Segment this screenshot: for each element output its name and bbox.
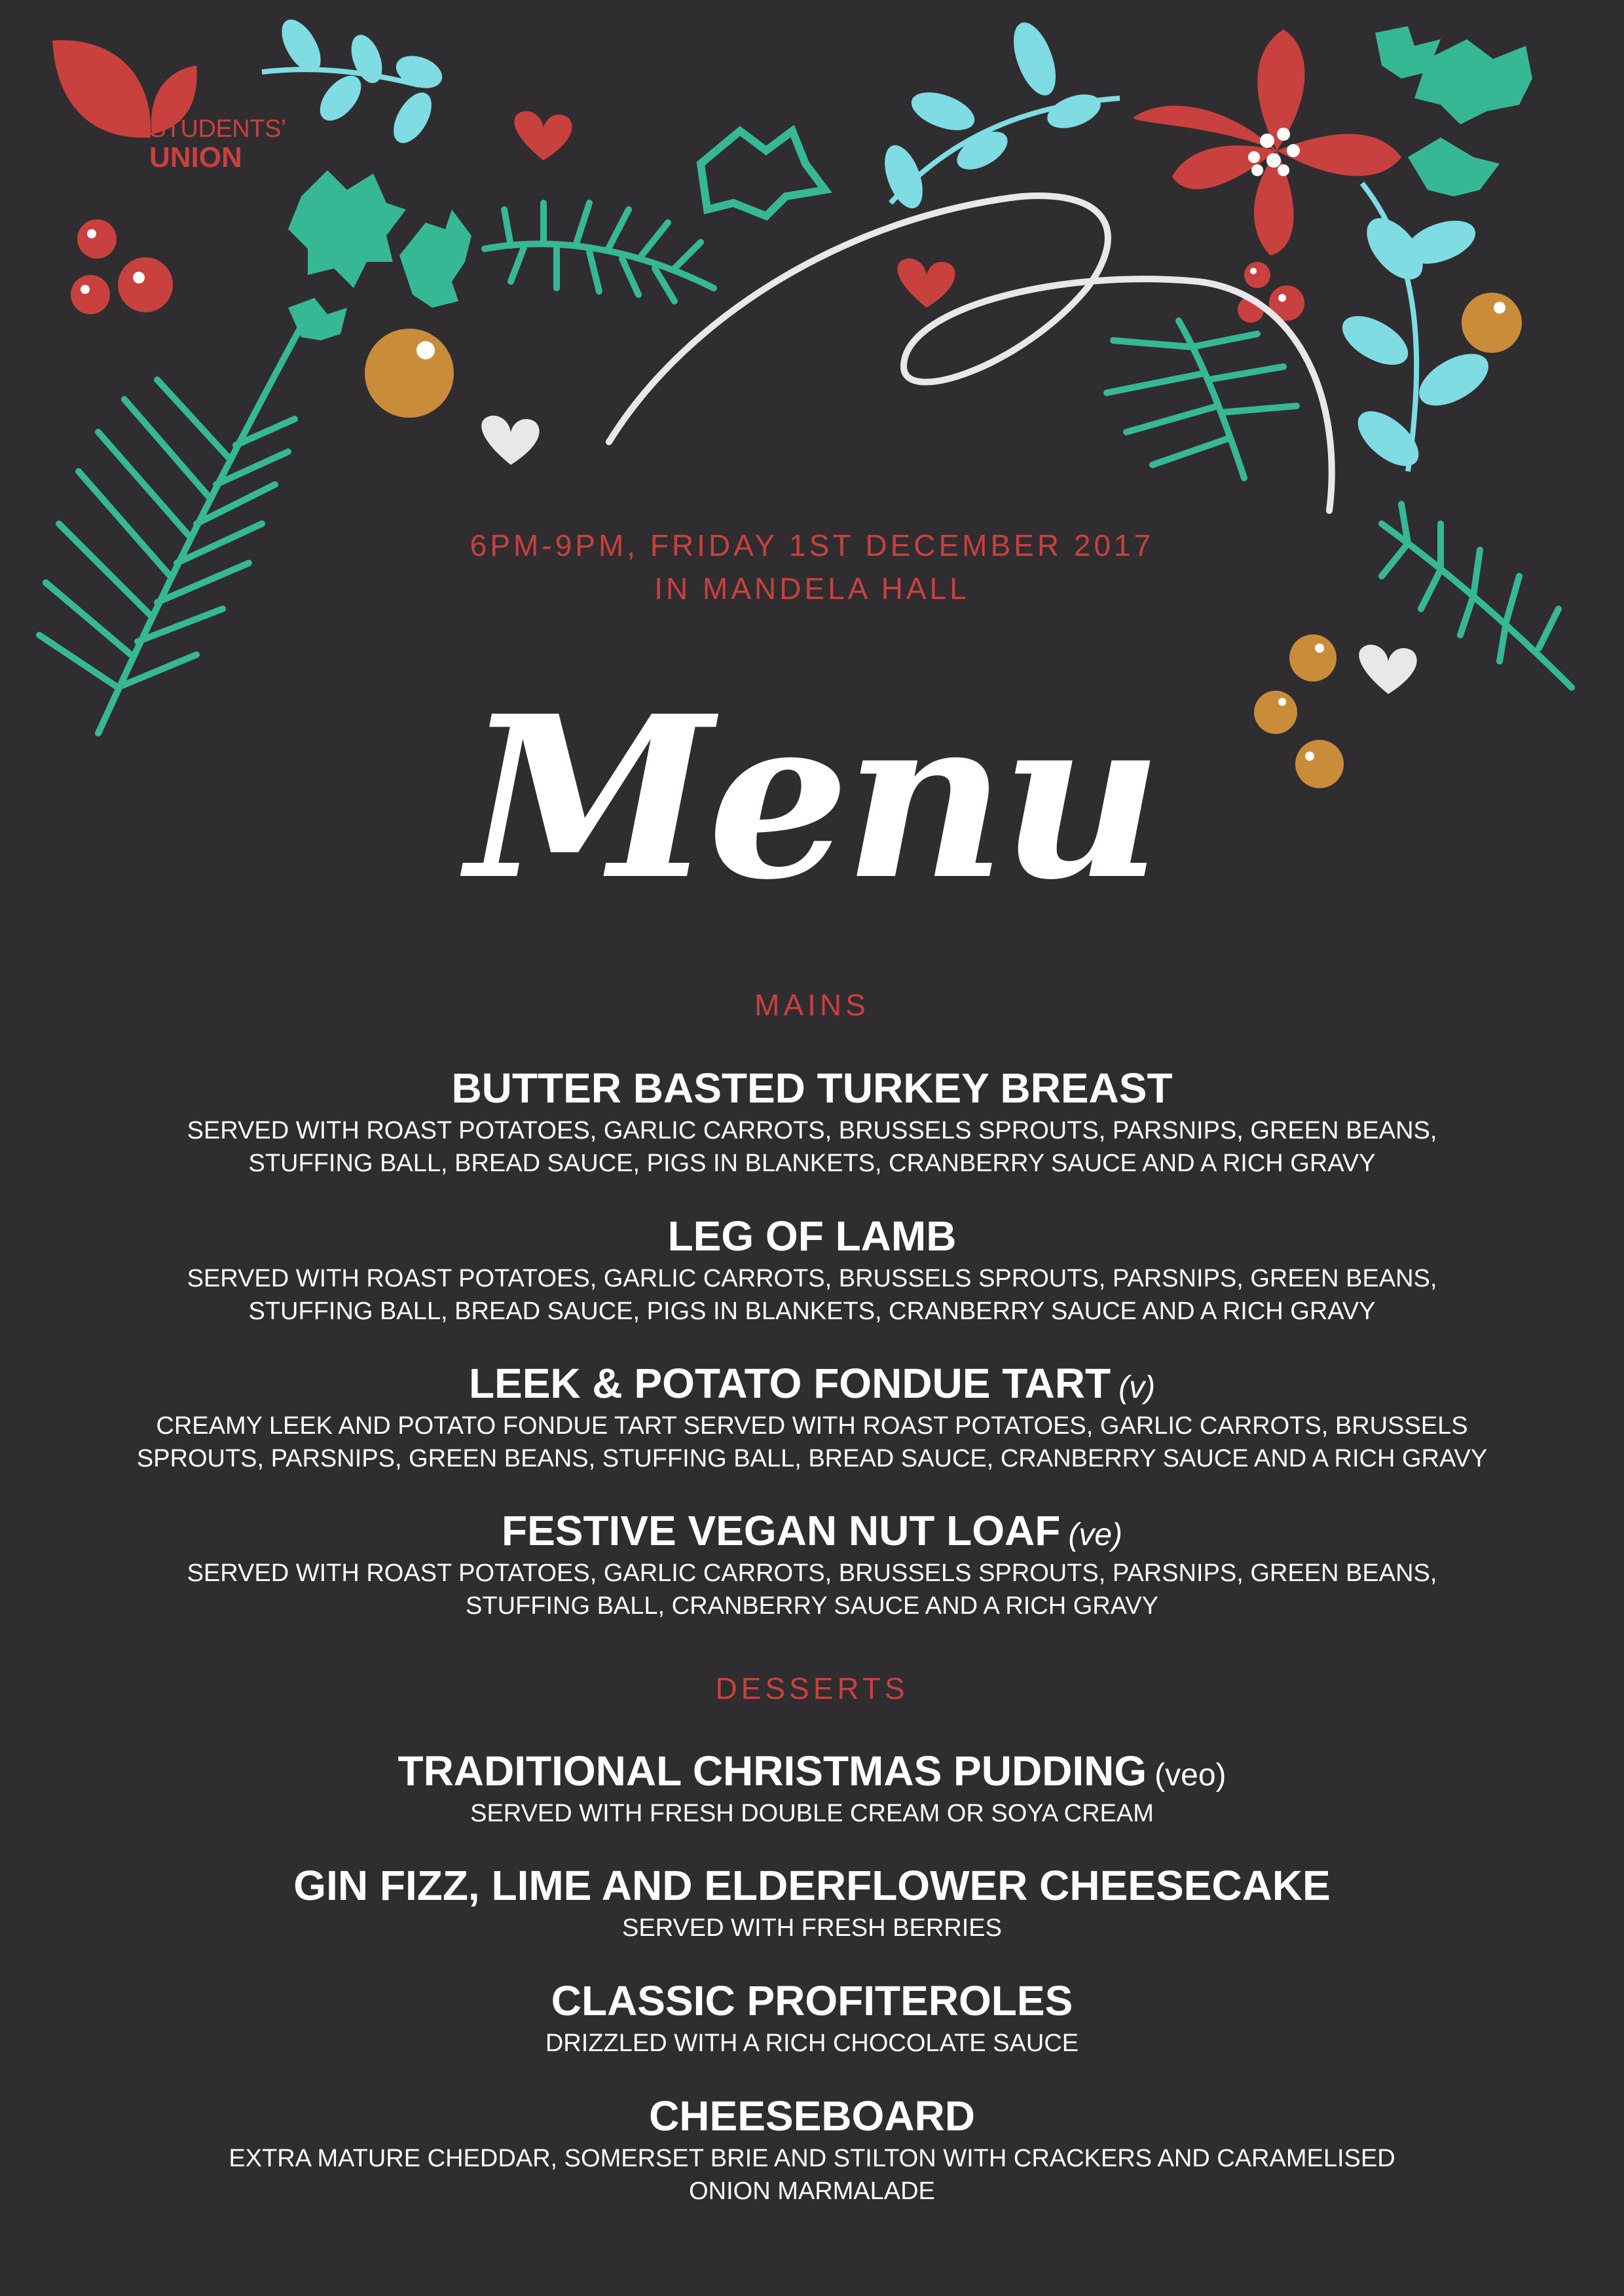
swirl-icon (609, 196, 1332, 511)
item-name: TRADITIONAL CHRISTMAS PUDDING (397, 1747, 1147, 1795)
item-name: BUTTER BASTED TURKEY BREAST (451, 1065, 1173, 1112)
dietary-tag: (ve) (1068, 1518, 1123, 1552)
event-time-date: 6PM-9PM, FRIDAY 1ST DECEMBER 2017 (470, 528, 1154, 562)
item-description (131, 1557, 1493, 1622)
berry-icon (71, 219, 1304, 323)
menu-item (0, 1975, 1624, 2060)
description-line: SERVED WITH FRESH BERRIES (622, 1914, 1002, 1942)
description-line: DRIZZLED WITH A RICH CHOCOLATE SAUCE (545, 2030, 1079, 2057)
event-info (0, 524, 1624, 610)
heart-icon (514, 111, 572, 160)
page-title: Menu (466, 668, 1158, 929)
heart-icon (481, 416, 539, 465)
dietary-tag: (v) (1118, 1370, 1156, 1405)
menu-item (0, 1357, 1624, 1475)
item-name: CHEESEBOARD (649, 2092, 975, 2140)
event-venue: IN MANDELA HALL (654, 572, 970, 606)
menu-item (0, 1210, 1624, 1328)
description-line: STUFFING BALL, BREAD SAUCE, PIGS IN BLANKETS, CRANBERRY SAUCE AND A RICH GRAVY (248, 1298, 1376, 1325)
menu-item (0, 1062, 1624, 1180)
item-name: LEG OF LAMB (667, 1212, 957, 1260)
description-line: SPROUTS, PARSNIPS, GREEN BEANS, STUFFING BALL, BREAD SAUCE, CRANBERRY SAUCE AND A RICH GRAVY (136, 1445, 1488, 1472)
item-description (131, 1410, 1493, 1475)
menu-item (0, 2090, 1624, 2208)
heart-icon (897, 259, 955, 308)
section-heading-mains: MAINS (754, 988, 870, 1022)
description-line: SERVED WITH ROAST POTATOES, GARLIC CARROTS, BRUSSELS SPROUTS, PARSNIPS, GREEN BEANS, (187, 1559, 1437, 1587)
description-line: ONION MARMALADE (689, 2178, 935, 2205)
logo-line-1: STUDENTS’ (149, 115, 286, 143)
description-line: CREAMY LEEK AND POTATO FONDUE TART SERVED WITH ROAST POTATOES, GARLIC CARROTS, BRUSSELS (156, 1412, 1468, 1440)
students-union-logo (149, 117, 286, 173)
fern-icon (39, 203, 1572, 733)
item-description (131, 1912, 1493, 1944)
menu-item (0, 1504, 1624, 1622)
item-description (131, 2142, 1493, 2208)
item-description (131, 2027, 1493, 2060)
item-name: FESTIVE VEGAN NUT LOAF (501, 1507, 1061, 1554)
leaf-sprig-icon (877, 18, 1120, 213)
description-line: SERVED WITH ROAST POTATOES, GARLIC CARROTS, BRUSSELS SPROUTS, PARSNIPS, GREEN BEANS, (187, 1265, 1437, 1292)
description-line: EXTRA MATURE CHEDDAR, SOMERSET BRIE AND STILTON WITH CRACKERS AND CARAMELISED (229, 2145, 1395, 2172)
description-line: SERVED WITH ROAST POTATOES, GARLIC CARROTS, BRUSSELS SPROUTS, PARSNIPS, GREEN BEANS, (187, 1117, 1437, 1144)
section-heading-desserts: DESSERTS (715, 1671, 909, 1705)
poinsettia-icon (1133, 29, 1401, 255)
item-description (131, 1114, 1493, 1180)
description-line: STUFFING BALL, CRANBERRY SAUCE AND A RICH GRAVY (466, 1592, 1158, 1620)
item-name: LEEK & POTATO FONDUE TART (468, 1360, 1111, 1407)
item-name: CLASSIC PROFITEROLES (551, 1977, 1073, 2024)
menu-item (0, 1745, 1624, 1830)
item-name: GIN FIZZ, LIME AND ELDERFLOWER CHEESECAKE (293, 1862, 1331, 1909)
item-description (131, 1797, 1493, 1830)
description-line: STUFFING BALL, BREAD SAUCE, PIGS IN BLANKETS, CRANBERRY SAUCE AND A RICH GRAVY (248, 1150, 1376, 1177)
dietary-tag: (veo) (1154, 1758, 1227, 1793)
item-description (131, 1262, 1493, 1328)
menu-item (0, 1859, 1624, 1944)
logo-line-2: UNION (149, 141, 242, 173)
leaf-sprig-icon (262, 14, 446, 149)
description-line: SERVED WITH FRESH DOUBLE CREAM OR SOYA CREAM (470, 1800, 1154, 1827)
